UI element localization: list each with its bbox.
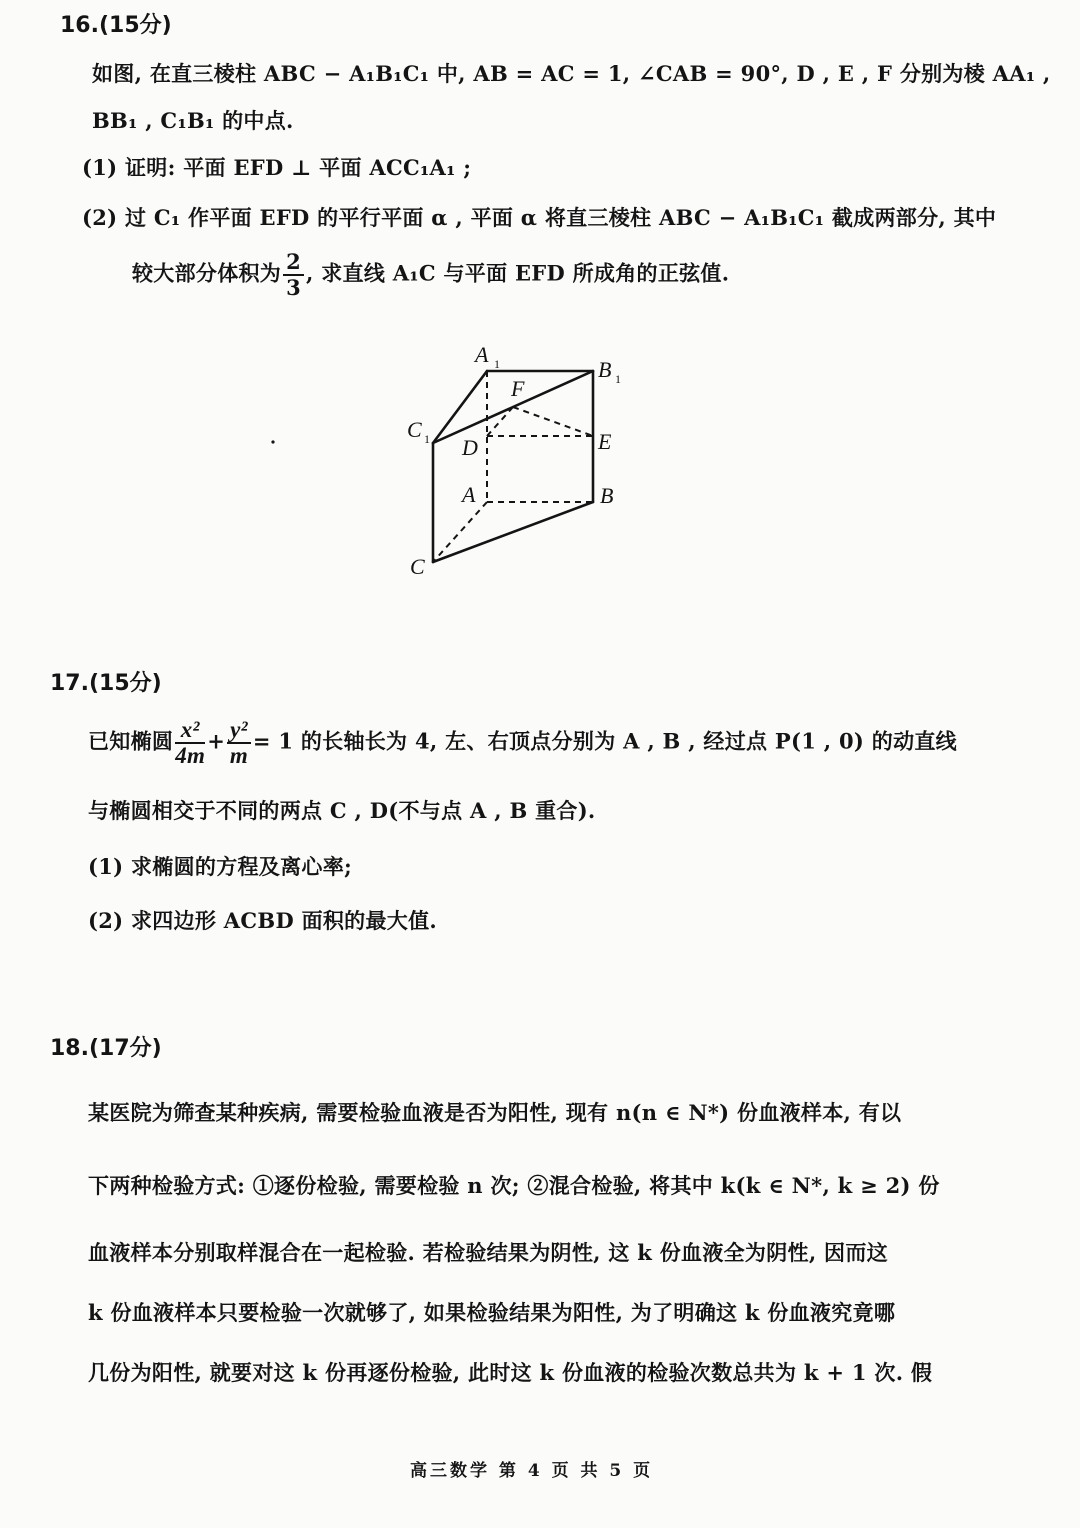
segment-fd [487, 407, 513, 436]
ellipse-y-term-num: y² [227, 718, 251, 744]
q17-part-1: (1) 求椭圆的方程及离心率; [88, 854, 353, 879]
segment-fe [513, 407, 593, 436]
label-c1: C [407, 417, 422, 442]
q16-part-2-cont-pre: 较大部分体积为 [132, 260, 282, 286]
q18-line-3: 血液样本分别取样混合在一起检验. 若检验结果为阴性, 这 k 份血液全为阴性, 因而这 [88, 1240, 888, 1265]
label-b1: B [598, 357, 612, 382]
q17-part-2: (2) 求四边形 ACBD 面积的最大值. [88, 908, 437, 933]
label-a: A [462, 482, 476, 507]
q18-header: 18.(17分) [50, 1036, 162, 1061]
q17-line-1-pre: 已知椭圆 [88, 728, 174, 754]
q17-header: 17.(15分) [50, 671, 162, 696]
label-c: C [410, 554, 425, 579]
q16-part-2-cont-post: , 求直线 A₁C 与平面 EFD 所成角的正弦值. [306, 260, 730, 286]
label-e: E [598, 429, 612, 454]
q16-part-1: (1) 证明: 平面 EFD ⊥ 平面 ACC₁A₁ ; [82, 155, 472, 180]
label-c1-sub: 1 [424, 432, 430, 446]
q18-line-2: 下两种检验方式: ①逐份检验, 需要检验 n 次; ②混合检验, 将其中 k(k ∈ N*, k ≥ 2) 份 [88, 1173, 940, 1198]
prism-figure [0, 0, 1080, 600]
ellipse-x-term [175, 718, 205, 768]
q17-line-1-post: = 1 的长轴长为 4, 左、右顶点分别为 A , B , 经过点 P(1 , 0) 的动直线 [252, 728, 957, 754]
label-f: F [511, 376, 525, 401]
volume-fraction-den: 3 [286, 275, 302, 300]
label-d: D [462, 435, 478, 460]
q18-line-4: k 份血液样本只要检验一次就够了, 如果检验结果为阳性, 为了明确这 k 份血液究竟哪 [88, 1300, 896, 1325]
q17-line-2: 与椭圆相交于不同的两点 C , D(不与点 A , B 重合). [88, 798, 596, 823]
ellipse-y-term-den: m [229, 743, 249, 768]
q16-header: 16.(15分) [60, 13, 172, 38]
label-b: B [600, 483, 614, 508]
label-a1-sub: 1 [494, 357, 500, 371]
q16-part-2: (2) 过 C₁ 作平面 EFD 的平行平面 α , 平面 α 将直三棱柱 ABC − A₁B₁C₁ 截成两部分, 其中 [82, 205, 997, 230]
ellipse-y-term [227, 718, 251, 768]
ellipse-x-term-den: 4m [175, 743, 206, 768]
stray-dot [271, 440, 274, 443]
volume-fraction-num: 2 [283, 250, 304, 276]
label-b1-sub: 1 [615, 372, 621, 386]
q18-line-5: 几份为阳性, 就要对这 k 份再逐份检验, 此时这 k 份血液的检验次数总共为 k + 1 次. 假 [88, 1360, 933, 1385]
q16-line-2: BB₁ , C₁B₁ 的中点. [92, 108, 294, 133]
plus-sign: + [207, 728, 226, 754]
label-a1: A [475, 342, 489, 367]
q16-line-1: 如图, 在直三棱柱 ABC − A₁B₁C₁ 中, AB = AC = 1, ∠CAB = 90°, D , E , F 分别为棱 AA₁ , [92, 61, 1051, 86]
q17-line-1 [88, 718, 957, 768]
q18-line-1: 某医院为筛查某种疾病, 需要检验血液是否为阳性, 现有 n(n ∈ N*) 份血液样本, 有以 [88, 1100, 902, 1125]
page-footer: 高三数学 第 4 页 共 5 页 [410, 1461, 654, 1481]
ellipse-x-term-num: x² [175, 718, 205, 744]
edge-cb [433, 502, 593, 562]
